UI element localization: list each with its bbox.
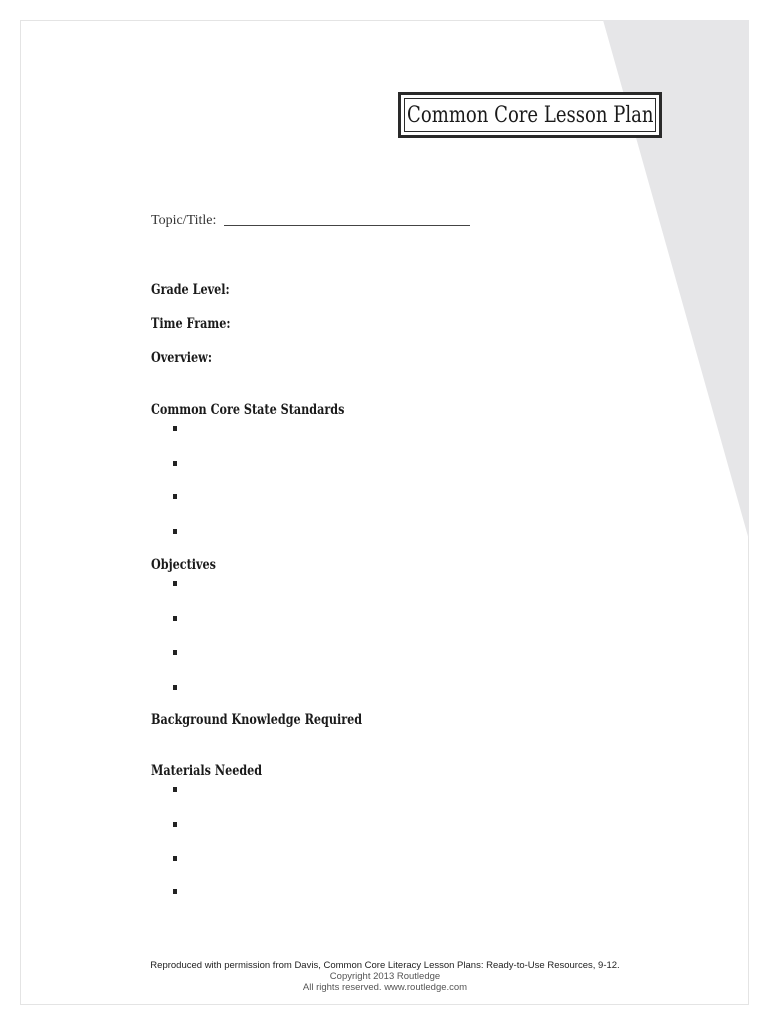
overview-label: Overview: xyxy=(151,350,212,366)
footer-permission: Reproduced with permission from Davis, Common Core Literacy Lesson Plans: Ready-to-Use Resources, 9-12. xyxy=(150,960,620,971)
materials-bullet xyxy=(173,856,177,861)
materials-bullet xyxy=(173,889,177,894)
materials-bullet xyxy=(173,822,177,827)
materials-heading: Materials Needed xyxy=(151,763,263,779)
objectives-bullet xyxy=(173,650,177,655)
objectives-heading: Objectives xyxy=(151,557,216,573)
footer-copyright: Copyright 2013 Routledge xyxy=(329,971,441,982)
background-heading: Background Knowledge Required xyxy=(151,712,363,728)
standards-bullet xyxy=(173,529,177,534)
page-title: Common Core Lesson Plan xyxy=(406,102,654,128)
standards-bullet xyxy=(173,461,177,466)
topic-label: Topic/Title: xyxy=(151,213,217,228)
footer xyxy=(0,960,770,993)
topic-row xyxy=(151,213,470,229)
standards-bullet xyxy=(173,426,177,431)
title-box xyxy=(398,92,662,138)
topic-input-line[interactable] xyxy=(224,225,470,226)
materials-bullet xyxy=(173,787,177,792)
footer-rights: All rights reserved. www.routledge.com xyxy=(302,982,468,993)
grade-level-label: Grade Level: xyxy=(151,282,230,298)
standards-heading: Common Core State Standards xyxy=(151,402,345,418)
objectives-bullet xyxy=(173,581,177,586)
time-frame-label: Time Frame: xyxy=(151,316,231,332)
objectives-bullet xyxy=(173,685,177,690)
standards-bullet xyxy=(173,494,177,499)
objectives-bullet xyxy=(173,616,177,621)
